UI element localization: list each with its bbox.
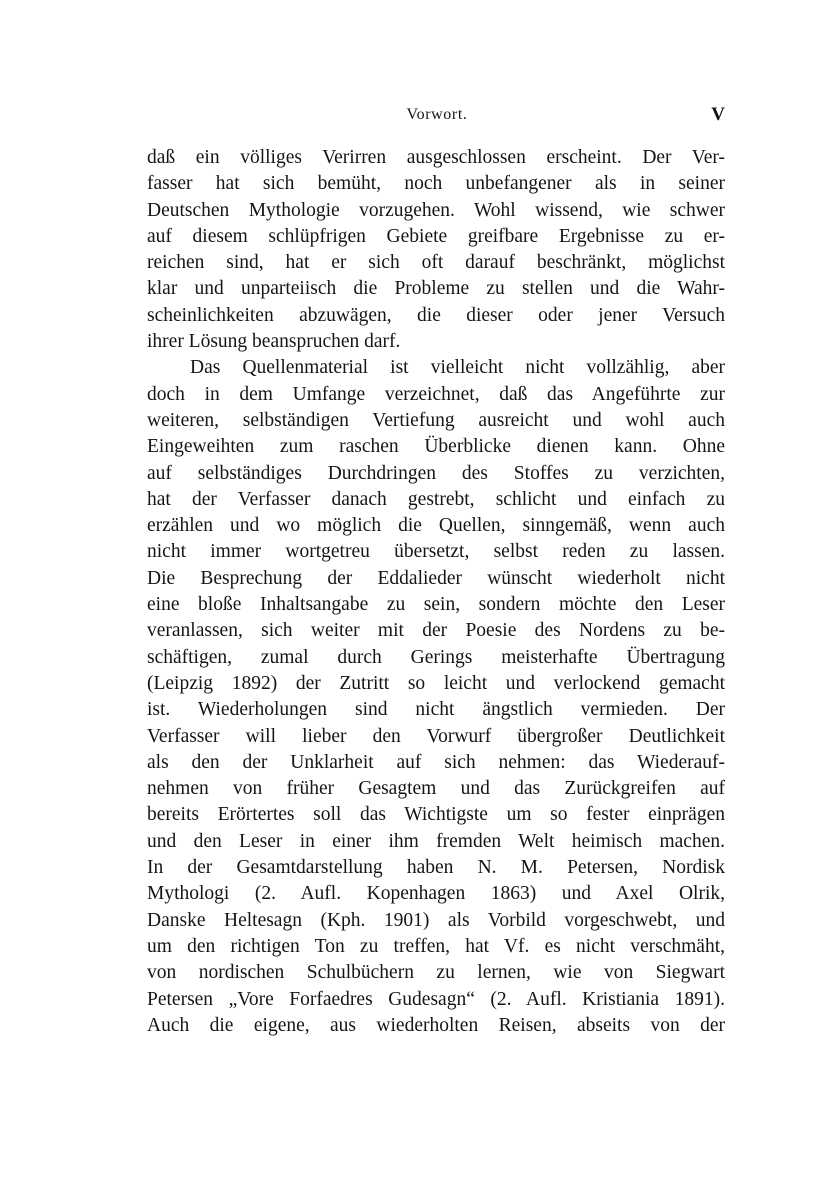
text-line: auf diesem schlüpfrigen Gebiete greifbare Ergebnisse zu er- xyxy=(147,225,725,247)
text-line: (Leipzig 1892) der Zutritt so leicht und verlockend gemacht xyxy=(147,672,725,694)
text-line: fasser hat sich bemüht, noch unbefangener als in seiner xyxy=(147,173,725,195)
text-line: von nordischen Schulbüchern zu lernen, wie von Siegwart xyxy=(147,962,725,984)
text-line: eine bloße Inhaltsangabe zu sein, sondern möchte den Leser xyxy=(147,594,725,616)
text-line: Verfasser will lieber den Vorwurf übergroßer Deutlichkeit xyxy=(147,725,725,747)
text-line: Eingeweihten zum raschen Überblicke dienen kann. Ohne xyxy=(147,436,725,458)
text-line: reichen sind, hat er sich oft darauf beschränkt, möglichst xyxy=(147,252,725,274)
running-title: Vorwort. xyxy=(406,106,468,123)
text-line: Petersen „Vore Forfaedres Gudesagn“ (2. Aufl. Kristiania 1891). xyxy=(147,988,725,1010)
text-line: hat der Verfasser danach gestrebt, schlicht und einfach zu xyxy=(147,488,725,510)
text-line: klar und unparteiisch die Probleme zu stellen und die Wahr- xyxy=(147,278,725,300)
text-line: ihrer Lösung beanspruchen darf. xyxy=(147,331,401,353)
text-line: schäftigen, zumal durch Gerings meisterhafte Übertragung xyxy=(147,646,725,668)
text-line: scheinlichkeiten abzuwägen, die dieser oder jener Versuch xyxy=(147,304,725,326)
text-line: Auch die eigene, aus wiederholten Reisen, abseits von der xyxy=(147,1014,725,1036)
text-line: und den Leser in einer ihm fremden Welt heimisch machen. xyxy=(147,830,725,852)
text-line: In der Gesamtdarstellung haben N. M. Petersen, Nordisk xyxy=(147,857,725,879)
text-line: Mythologi (2. Aufl. Kopenhagen 1863) und Axel Olrik, xyxy=(147,883,725,905)
text-line: weiteren, selbständigen Vertiefung ausreicht und wohl auch xyxy=(147,409,725,431)
text-line: nehmen von früher Gesagtem und das Zurückgreifen auf xyxy=(147,778,725,800)
text-line: veranlassen, sich weiter mit der Poesie des Nordens zu be- xyxy=(147,620,725,642)
text-line: ist. Wiederholungen sind nicht ängstlich vermieden. Der xyxy=(147,699,725,721)
text-line: als den der Unklarheit auf sich nehmen: das Wiederauf- xyxy=(147,751,725,773)
text-line: Deutschen Mythologie vorzugehen. Wohl wissend, wie schwer xyxy=(147,199,725,221)
text-line: nicht immer wortgetreu übersetzt, selbst reden zu lassen. xyxy=(147,541,725,563)
body-text xyxy=(147,145,725,1039)
text-line: bereits Erörtertes soll das Wichtigste um so fester einprägen xyxy=(147,804,725,826)
text-line: Danske Heltesagn (Kph. 1901) als Vorbild vorgeschwebt, und xyxy=(147,909,725,931)
text-line: Die Besprechung der Eddalieder wünscht wiederholt nicht xyxy=(147,567,725,589)
text-line: erzählen und wo möglich die Quellen, sinngemäß, wenn auch xyxy=(147,515,725,537)
text-line: daß ein völliges Verirren ausgeschlossen erscheint. Der Ver- xyxy=(147,147,725,168)
text-line: um den richtigen Ton zu treffen, hat Vf. es nicht verschmäht, xyxy=(147,935,725,957)
text-line: Das Quellenmaterial ist vielleicht nicht vollzählig, aber xyxy=(190,357,725,379)
page-number: V xyxy=(711,104,725,125)
text-line: doch in dem Umfange verzeichnet, daß das Angeführte zur xyxy=(147,383,725,405)
page-header xyxy=(147,106,727,132)
text-line: auf selbständiges Durchdringen des Stoffes zu verzichten, xyxy=(147,462,725,484)
